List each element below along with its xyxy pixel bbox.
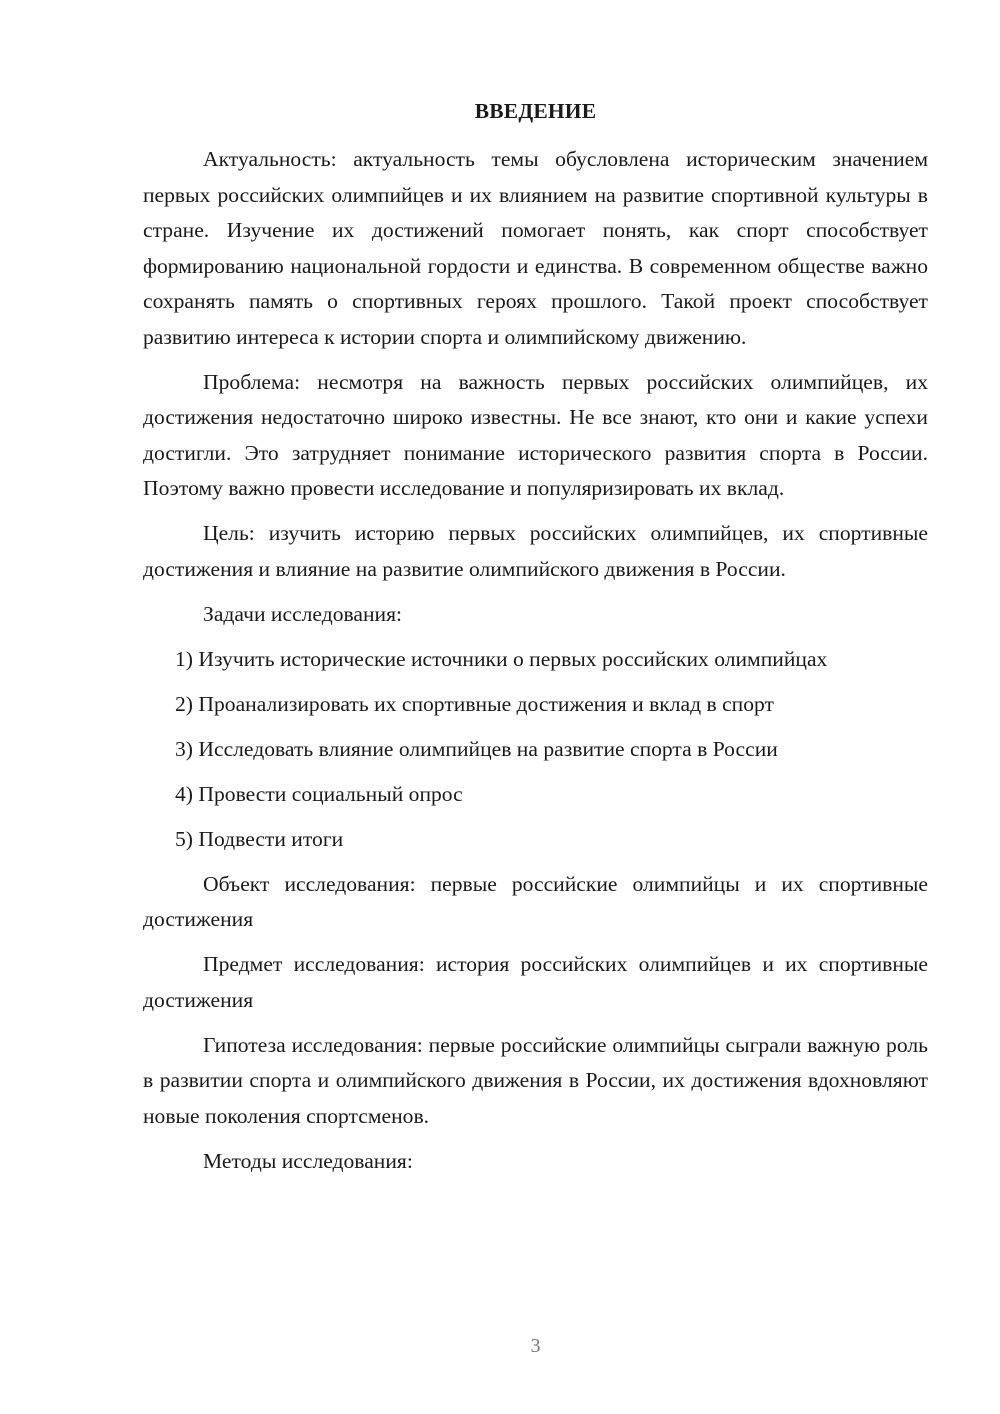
object-paragraph: Объект исследования: первые российские олимпийцы и их спортивные достижения	[143, 871, 928, 931]
hypothesis-paragraph: Гипотеза исследования: первые российские олимпийцы сыграли важную роль в развитии спорта и олимпийского движения в России, их достижения вдохновляют новые поколения спортсменов.	[143, 1032, 928, 1128]
document-page	[143, 0, 928, 1414]
task-item: 2) Проанализировать их спортивные достижения и вклад в спорт	[175, 691, 774, 716]
tasks-title: Задачи исследования:	[203, 601, 403, 626]
task-item: 3) Исследовать влияние олимпийцев на развитие спорта в России	[175, 736, 778, 761]
task-item: 5) Подвести итоги	[175, 826, 344, 851]
task-item: 4) Провести социальный опрос	[175, 781, 463, 806]
methods-title: Методы исследования:	[203, 1148, 413, 1173]
problem-paragraph: Проблема: несмотря на важность первых российских олимпийцев, их достижения недостаточно широко известны. Не все знают, кто они и какие успехи достигли. Это затрудняет понимание исторического развития спорта в России. Поэтому важно провести исследование и популяризировать их вклад.	[143, 369, 928, 500]
page-number: 3	[530, 1335, 541, 1357]
goal-paragraph: Цель: изучить историю первых российских олимпийцев, их спортивные достижения и влияние на развитие олимпийского движения в России.	[143, 521, 928, 581]
document-body	[143, 142, 928, 1189]
relevance-paragraph: Актуальность: актуальность темы обусловлена историческим значением первых российских олимпийцев и их влиянием на развитие спортивной культуры в стране. Изучение их достижений помогает понять, как спорт способствует формированию национальной гордости и единства. В современном обществе важно сохранять память о спортивных героях прошлого. Такой проект способствует развитию интереса к истории спорта и олимпийскому движению.	[143, 147, 928, 349]
task-item: 1) Изучить исторические источники о первых российских олимпийцах	[175, 646, 828, 671]
section-heading: ВВЕДЕНИЕ	[474, 99, 597, 123]
subject-paragraph: Предмет исследования: история российских олимпийцев и их спортивные достижения	[143, 952, 928, 1012]
